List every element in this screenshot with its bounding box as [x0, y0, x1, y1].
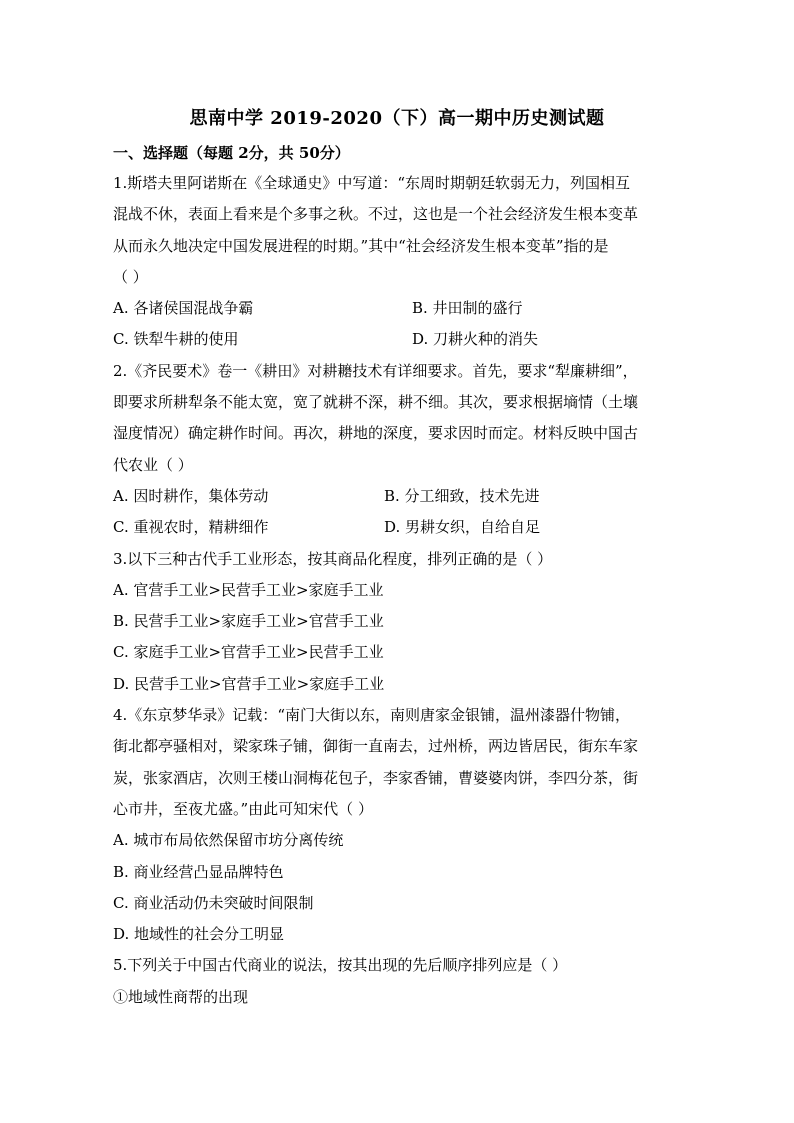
- question-2: [113, 356, 681, 544]
- question-3-option-a: A. 官营手工业>民营手工业>家庭手工业: [113, 580, 384, 599]
- exam-title: 思南中学 2019-2020（下）高一期中历史测试题: [189, 108, 605, 129]
- question-4-option-d: D. 地域性的社会分工明显: [113, 925, 285, 944]
- question-3-option-c: C. 家庭手工业>官营手工业>民营手工业: [113, 643, 384, 662]
- question-2-option-c: C. 重视农时，精耕细作: [113, 518, 269, 537]
- question-4-stem-line: 心市井，至夜尤盛。”由此可知宋代（ ）: [113, 799, 373, 818]
- question-5-statement-1: ①地域性商帮的出现: [113, 987, 249, 1006]
- question-3-stem-line: 3.以下三种古代手工业形态，按其商品化程度，排列正确的是（ ）: [113, 549, 553, 568]
- question-2-option-d: D. 男耕女织，自给自足: [384, 518, 541, 537]
- question-1-options-row-1: [113, 293, 681, 324]
- question-1-option-b: B. 井田制的盛行: [412, 299, 523, 318]
- question-4-stem-line: 街北都亭骚相对，梁家珠子铺，御街一直南去，过州桥，两边皆居民，街东车家: [113, 737, 639, 756]
- question-4-stem-line: 4.《东京梦华录》记载：“南门大街以东，南则唐家金银铺，温州漆器什物铺，: [113, 706, 630, 725]
- question-3: [113, 544, 681, 700]
- question-3-option-b: B. 民营手工业>家庭手工业>官营手工业: [113, 612, 384, 631]
- question-1-stem-line: 从而永久地决定中国发展进程的时期。”其中“社会经济发生根本变革”指的是: [113, 236, 609, 255]
- question-2-option-b: B. 分工细致，技术先进: [384, 486, 540, 505]
- question-1-option-c: C. 铁犁牛耕的使用: [113, 330, 239, 349]
- question-2-options-row-2: [113, 512, 681, 543]
- question-1-option-d: D. 刀耕火种的消失: [412, 330, 539, 349]
- question-1-stem-line: 混战不休，表面上看来是个多事之秋。不过，这也是一个社会经济发生根本变革: [113, 205, 639, 224]
- question-2-stem-line: 即要求所耕犁条不能太宽，宽了就耕不深，耕不细。其次，要求根据墒情（土壤: [113, 393, 639, 412]
- question-4: [113, 700, 681, 950]
- question-1-options-row-2: [113, 324, 681, 355]
- exam-content: [113, 138, 681, 1013]
- question-3-option-d: D. 民营手工业>官营手工业>家庭手工业: [113, 674, 385, 693]
- question-4-option-c: C. 商业活动仍未突破时间限制: [113, 893, 314, 912]
- question-2-stem-line: 湿度情况）确定耕作时间。再次，耕地的深度，要求因时而定。材料反映中国古: [113, 424, 639, 443]
- question-1: [113, 168, 681, 356]
- question-4-stem-line: 炭，张家酒店，次则王楼山洞梅花包子，李家香铺，曹婆婆肉饼，李四分茶，街: [113, 768, 639, 787]
- section-heading: 一、选择题（每题 2分，共 50分）: [113, 144, 350, 162]
- question-2-stem-line: 2.《齐民要术》卷一《耕田》对耕耱技术有详细要求。首先，要求“犁廉耕细”，: [113, 361, 638, 380]
- question-2-option-a: A. 因时耕作，集体劳动: [113, 486, 269, 505]
- question-1-stem-line: 1.斯塔夫里阿诺斯在《全球通史》中写道：“东周时期朝廷软弱无力，列国相互: [113, 174, 630, 192]
- question-2-stem-line: 代农业（ ）: [113, 455, 193, 474]
- question-1-answer-blank: （ ）: [113, 267, 148, 286]
- question-2-options-row-1: [113, 481, 681, 512]
- question-5-stem-line: 5.下列关于中国古代商业的说法，按其出现的先后顺序排列应是（ ）: [113, 956, 568, 975]
- question-4-option-a: A. 城市布局依然保留市坊分离传统: [113, 831, 344, 850]
- question-4-option-b: B. 商业经营凸显品牌特色: [113, 862, 284, 881]
- question-1-option-a: A. 各诸侯国混战争霸: [113, 299, 254, 318]
- question-5: [113, 950, 681, 1013]
